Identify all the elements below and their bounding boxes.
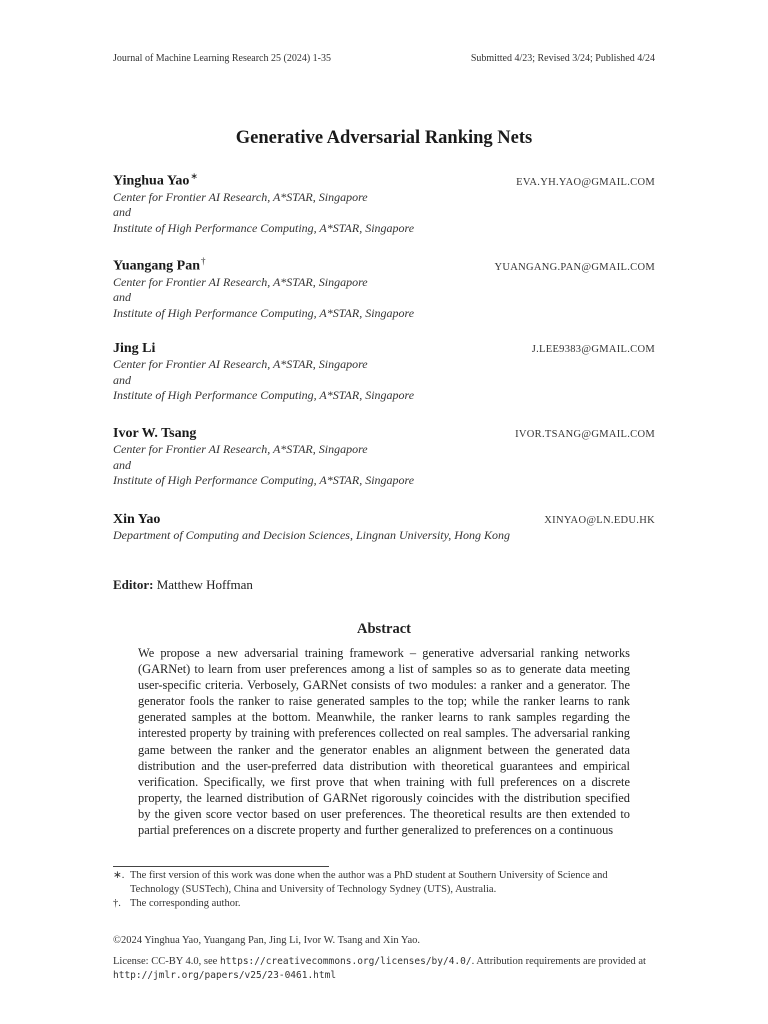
author-email[interactable]: EVA.YH.YAO@GMAIL.COM <box>516 176 655 188</box>
footnotes <box>113 869 658 911</box>
author-name: Ivor W. Tsang <box>113 426 197 441</box>
editor-label: Editor: <box>113 577 154 592</box>
affiliation-and: and <box>113 205 131 220</box>
footnote <box>113 897 658 911</box>
running-header <box>113 53 655 64</box>
author-block <box>113 426 655 489</box>
affiliation: Department of Computing and Decision Sciences, Lingnan University, Hong Kong <box>113 528 510 542</box>
license-middle: . Attribution requirements are provided at <box>471 956 646 967</box>
author-name: Yinghua Yao∗ <box>113 171 198 189</box>
affiliation: Institute of High Performance Computing, A*STAR, Singapore <box>113 388 415 402</box>
author-mark: † <box>201 256 206 266</box>
affiliation: Center for Frontier AI Research, A*STAR, Singapore <box>113 274 368 289</box>
paper-title: Generative Adversarial Ranking Nets <box>235 128 533 148</box>
author-name: Yuangang Pan† <box>113 256 206 274</box>
affiliation: Institute of High Performance Computing, A*STAR, Singapore <box>113 473 415 487</box>
editor-name: Matthew Hoffman <box>156 577 253 592</box>
affiliation: Center for Frontier AI Research, A*STAR, Singapore <box>113 189 368 204</box>
editor-line <box>113 577 253 593</box>
author-block <box>113 171 655 236</box>
affiliation: Institute of High Performance Computing, A*STAR, Singapore <box>113 305 415 320</box>
footnote-text: The first version of this work was done when the author was a PhD student at Southern University of Science and Technology (SUSTech), China and University of Technology Sydney (UTS), Australia. <box>130 870 608 895</box>
author-email[interactable]: J.LEE9383@GMAIL.COM <box>531 344 655 355</box>
author-block <box>113 512 655 544</box>
author-block <box>113 341 655 404</box>
affiliation-and: and <box>113 457 131 472</box>
footnote-text: The corresponding author. <box>130 898 241 909</box>
author-email[interactable]: YUANGANG.PAN@GMAIL.COM <box>494 261 655 273</box>
affiliation: Center for Frontier AI Research, A*STAR, Singapore <box>113 357 368 371</box>
footnote-mark: ∗. <box>113 870 125 881</box>
footnote-mark: †. <box>113 898 121 909</box>
footnote-rule <box>113 866 329 867</box>
author-mark: ∗ <box>190 171 198 181</box>
submission-dates: Submitted 4/23; Revised 3/24; Published 4/24 <box>470 53 655 64</box>
license-notice <box>113 955 658 983</box>
affiliation-and: and <box>113 372 131 387</box>
author-name: Jing Li <box>113 341 156 356</box>
author-name: Xin Yao <box>113 512 161 527</box>
footnote <box>113 869 658 897</box>
license-prefix: License: CC-BY 4.0, see <box>113 956 218 967</box>
affiliation: Center for Frontier AI Research, A*STAR, Singapore <box>113 442 368 456</box>
author-email[interactable]: XINYAO@LN.EDU.HK <box>544 515 655 526</box>
license-url-link[interactable]: https://creativecommons.org/licenses/by/4.0/ <box>219 956 472 967</box>
author-email[interactable]: IVOR.TSANG@GMAIL.COM <box>515 429 655 440</box>
journal-info: Journal of Machine Learning Research 25 (2024) 1-35 <box>113 53 331 64</box>
abstract-text: We propose a new adversarial training framework – generative adversarial ranking networks (GARNet) to learn from user preferences among a list of samples so as to generate data meeting user-specific criteria. Verbosely, GARNet consists of two modules: a ranker and a generator. The generator fools the ranker to raise generated samples to the top; while the ranker learns to rank generated samples at the bottom. Meanwhile, the ranker learns to rank samples regarding the interested property by training with preferences collected on real samples. The adversarial ranking game between the ranker and the generator enables an alignment between the generated data distribution and the user-preferred data distribution with theoretical guarantees and empirical verification. Specifically, we first prove that when training with full preferences on a discrete property, the learned distribution of GARNet rigorously coincides with the distribution specified by the given score vector based on user preferences. The theoretical results are then extended to partial preferences on a discrete property and further generalized to preferences on a continuous <box>138 646 630 838</box>
author-block <box>113 256 655 321</box>
affiliation: Institute of High Performance Computing, A*STAR, Singapore <box>113 220 415 235</box>
affiliation-and: and <box>113 290 131 305</box>
abstract-heading: Abstract <box>357 621 411 637</box>
paper-url-link[interactable]: http://jmlr.org/papers/v25/23-0461.html <box>113 970 337 981</box>
copyright-notice: ©2024 Yinghua Yao, Yuangang Pan, Jing Li, Ivor W. Tsang and Xin Yao. <box>113 935 420 946</box>
